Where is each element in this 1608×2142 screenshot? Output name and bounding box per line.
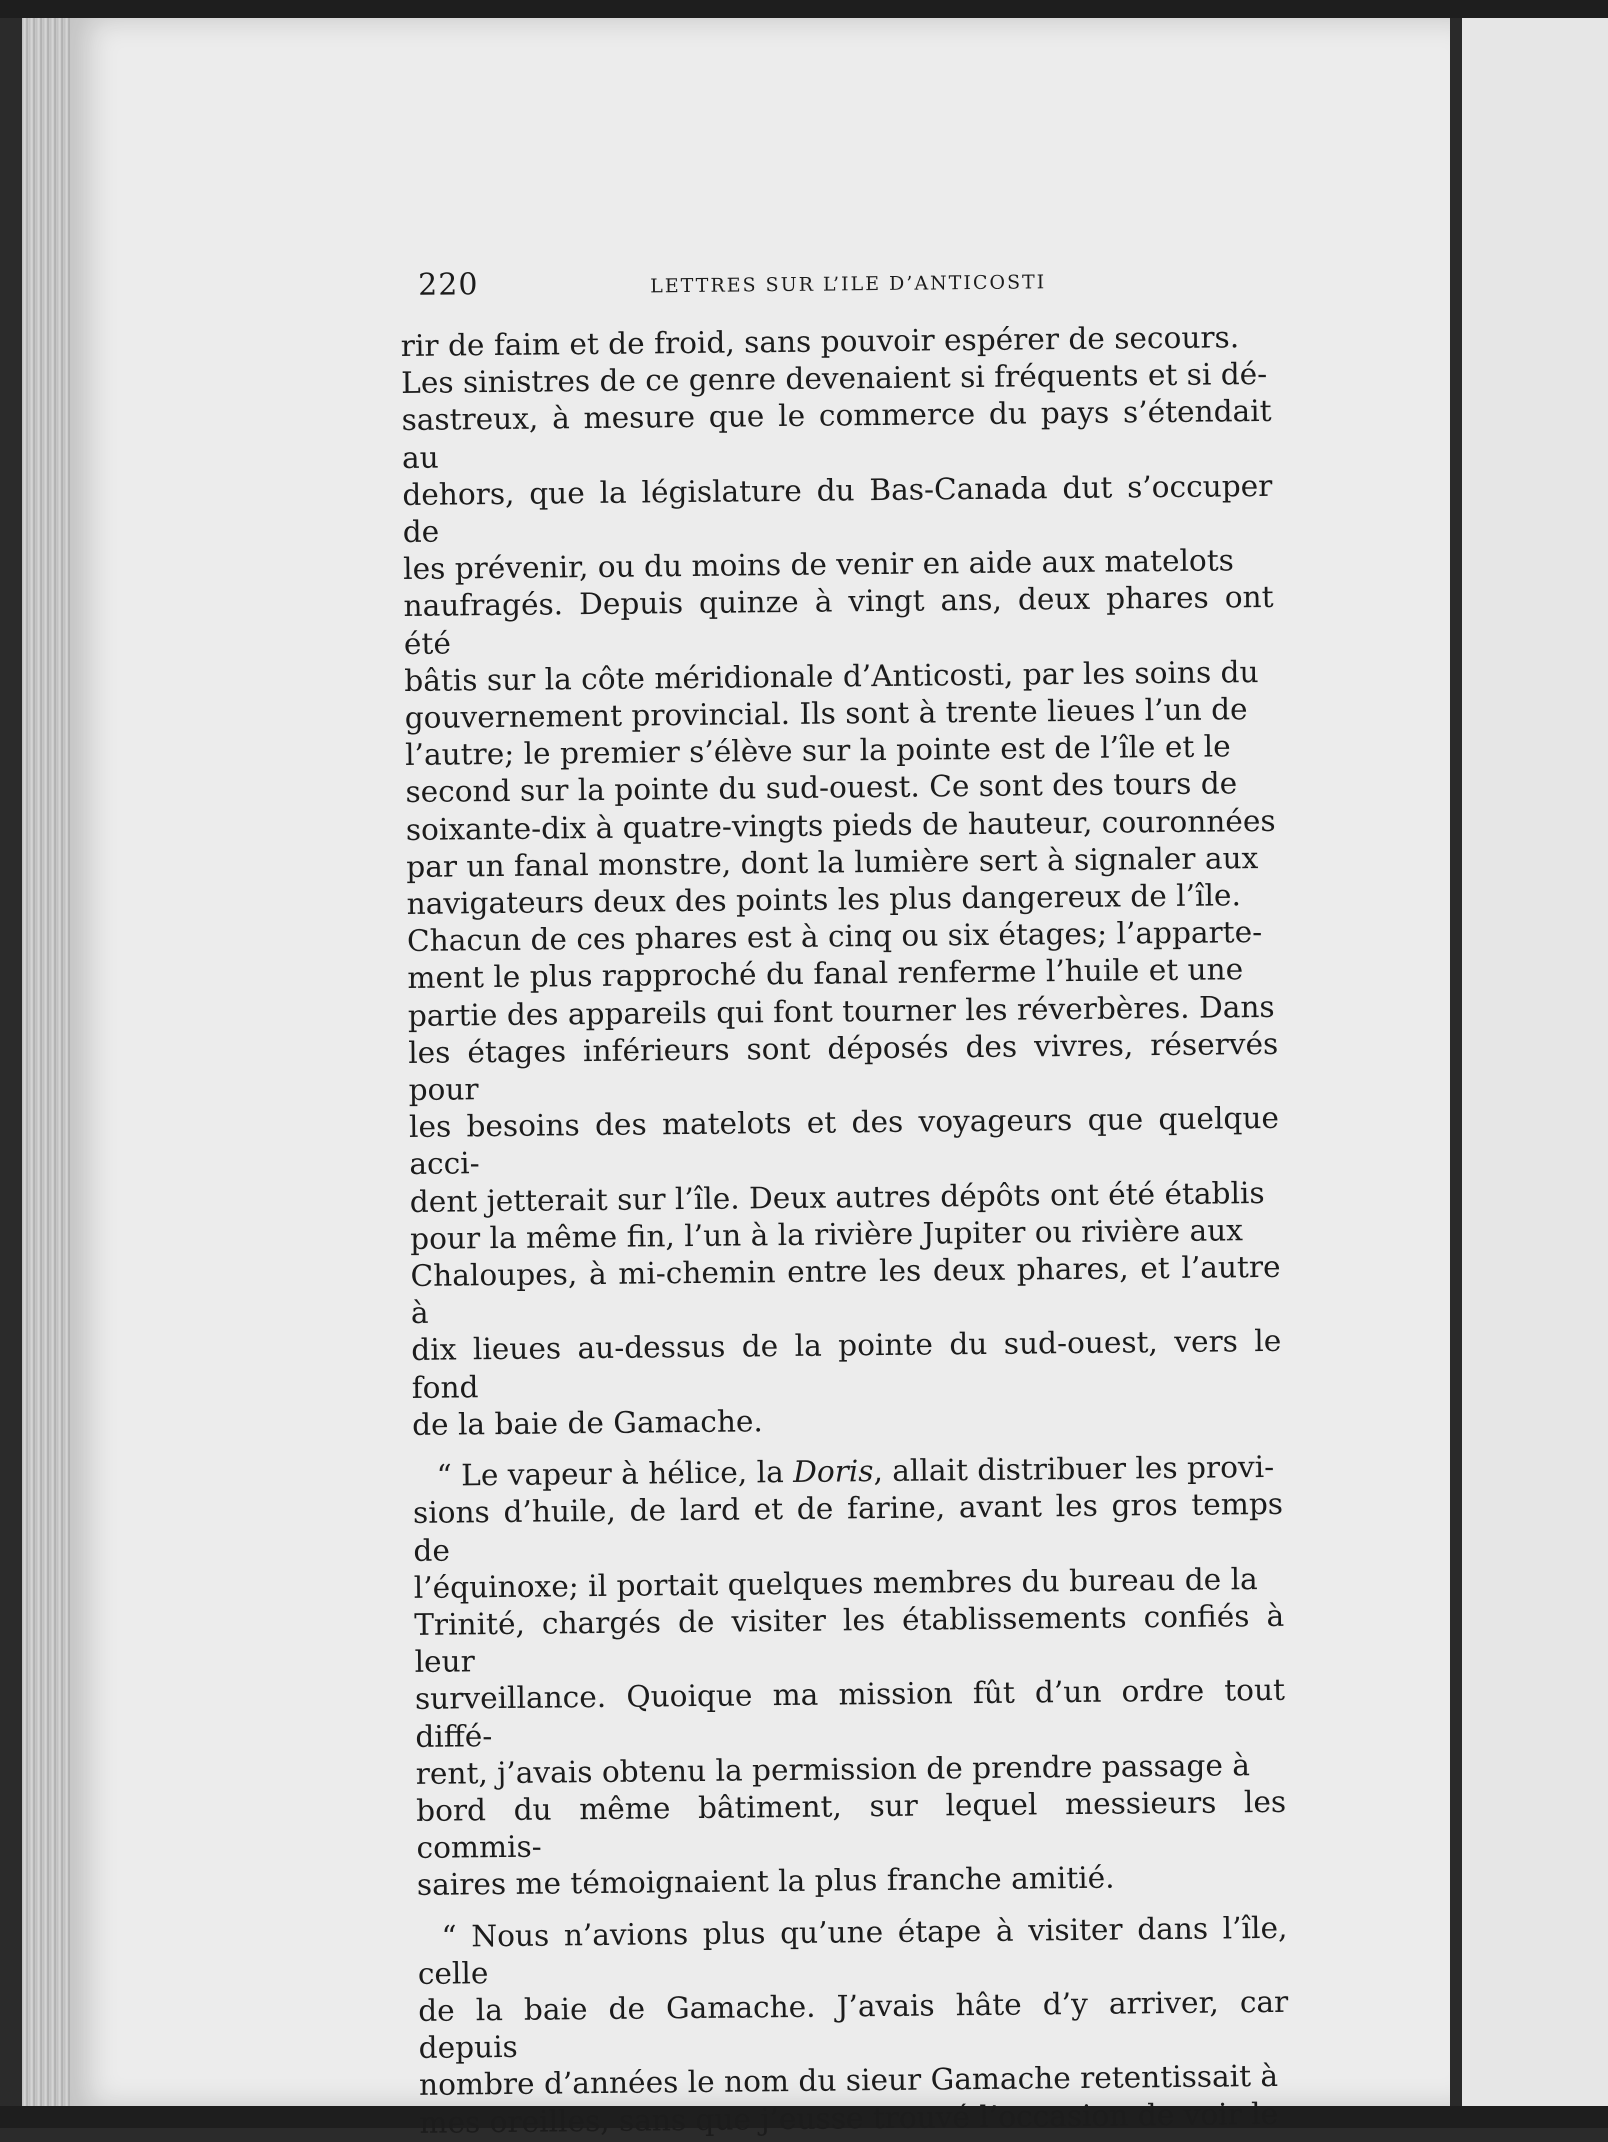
- book-gutter: [1450, 18, 1462, 2108]
- text-line: Chacun de ces phares est à cinq ou six étages; l’apparte-: [406, 915, 1263, 959]
- text-line: second sur la pointe du sud-ouest. Ce sont des tours de: [405, 766, 1238, 810]
- text-line: ment le plus rapproché du fanal renferme l’huile et une: [407, 952, 1244, 996]
- text-line: rir de faim et de froid, sans pouvoir espérer de secours.: [400, 320, 1240, 363]
- text-line: l’autre; le premier s’élève sur la pointe est de l’île et le: [404, 729, 1231, 773]
- text-line: Chaloupes, à mi-chemin entre les deux phares, et l’autre à: [410, 1249, 1281, 1331]
- text-line: surveillance. Quoique ma mission fût d’un ordre tout diffé-: [414, 1673, 1286, 1754]
- page-number: 220: [417, 267, 479, 303]
- scan-border-top: [0, 0, 1608, 18]
- text-line: “ Nous n’avions plus qu’une étape à visiter dans l’île, celle: [417, 1910, 1288, 1991]
- text-line: de la baie de Gamache.: [411, 1404, 764, 1442]
- text-line: dix lieues au-dessus de la pointe du sud-ouest, vers le fond: [411, 1324, 1282, 1405]
- paragraph: [412, 1449, 1287, 1905]
- text-line: sions d’huile, de lard et de farine, avant les gros temps de: [412, 1487, 1284, 1568]
- body-text: [401, 319, 1290, 2142]
- paragraph: [417, 1909, 1289, 2141]
- text-block: [400, 259, 1290, 2142]
- text-line: pour la même fin, l’un à la rivière Jupiter ou rivière aux: [409, 1213, 1244, 1256]
- text-line: Trinité, chargés de visiter les établissements confiés à leur: [414, 1598, 1285, 1680]
- text-line: gouvernement provincial. Ils sont à trente lieues l’un de: [404, 692, 1248, 736]
- text-line: les prévenir, ou du moins de venir en aide aux matelots: [402, 543, 1235, 587]
- text-line: saires me témoignaient la plus franche amitié.: [416, 1860, 1115, 1903]
- text-line: de la baie de Gamache. J’avais hâte d’y arriver, car depuis: [418, 1984, 1289, 2066]
- text-line: navigateurs deux des points les plus dangereux de l’île.: [406, 878, 1242, 922]
- facing-page: [1462, 18, 1608, 2108]
- text-line: dent jetterait sur l’île. Deux autres dépôts ont été établis: [409, 1175, 1265, 1219]
- text-line: par un fanal monstre, dont la lumière sert à signaler aux: [406, 840, 1259, 884]
- text-line: dehors, que la législature du Bas-Canada dut s’occuper de: [402, 468, 1273, 550]
- text-line: Les sinistres de ce genre devenaient si fréquents et si dé-: [401, 357, 1268, 401]
- text-line: les besoins des matelots et des voyageurs que quelque acci-: [408, 1101, 1280, 1182]
- text-line: “ Le vapeur à hélice, la Doris, allait distribuer les provi-: [436, 1450, 1275, 1493]
- text-line: mes oreilles, sans que j’eusse trouvé l’occasion de voir le: [419, 2096, 1279, 2140]
- text-line: l’équinoxe; il portait quelques membres du bureau de la: [413, 1561, 1258, 1605]
- running-head-title: LETTRES SUR L’ILE D’ANTICOSTI: [650, 271, 1047, 298]
- text-line: bâtis sur la côte méridionale d’Anticosti, par les soins du: [404, 654, 1259, 698]
- text-line: sastreux, à mesure que le commerce du pays s’étendait au: [401, 394, 1272, 475]
- text-line: soixante-dix à quatre-vingts pieds de hauteur, couronnées: [405, 803, 1276, 847]
- text-line: les étages inférieurs sont déposés des vivres, réservés pour: [408, 1026, 1279, 1108]
- text-line: partie des appareils qui font tourner les réverbères. Dans: [407, 989, 1275, 1033]
- text-line: rent, j’avais obtenu la permission de prendre passage à: [415, 1747, 1251, 1791]
- text-line: naufragés. Depuis quinze à vingt ans, deux phares ont été: [403, 580, 1274, 661]
- running-head: [400, 259, 1271, 328]
- text-line: nombre d’années le nom du sieur Gamache retentissait à: [418, 2059, 1279, 2103]
- text-line: bord du même bâtiment, sur lequel messieurs les commis-: [415, 1784, 1287, 1866]
- paragraph: [401, 319, 1283, 1444]
